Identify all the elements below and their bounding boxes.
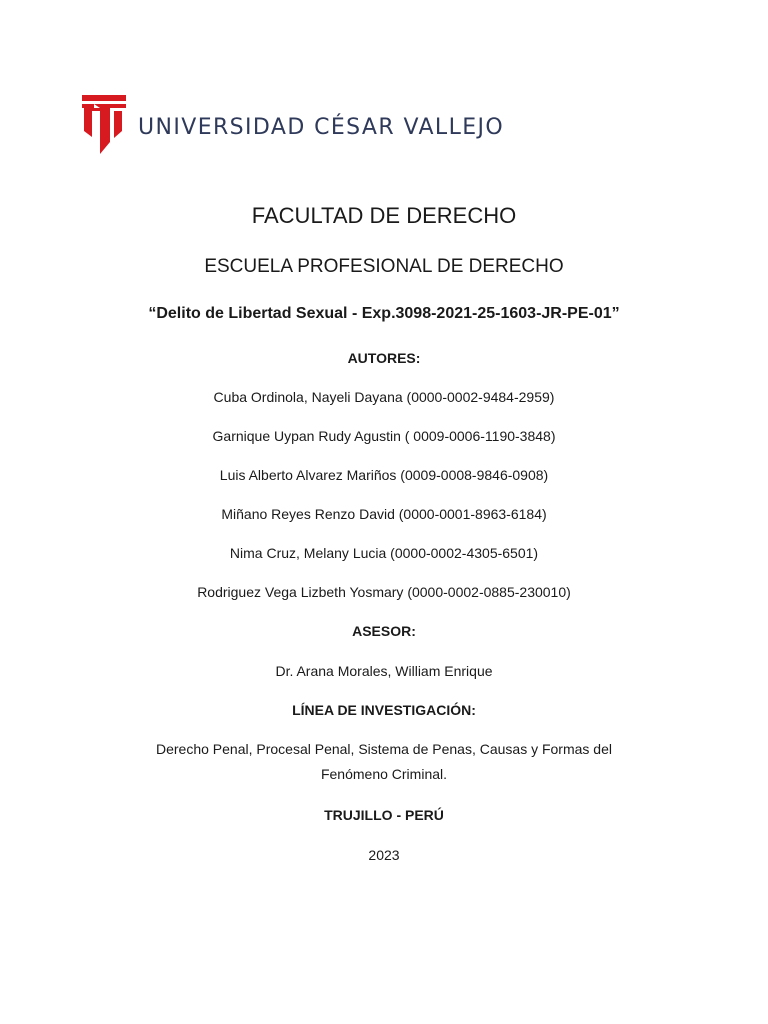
location: TRUJILLO - PERÚ (324, 807, 444, 823)
research-line-heading: LÍNEA DE INVESTIGACIÓN: (292, 702, 476, 718)
advisor-name: Dr. Arana Morales, William Enrique (275, 663, 493, 679)
author-item: Cuba Ordinola, Nayeli Dayana (0000-0002-9484-2959) (213, 389, 555, 405)
authors-heading: AUTORES: (347, 350, 421, 366)
faculty-title: FACULTAD DE DERECHO (251, 203, 517, 228)
author-item: Garnique Uypan Rudy Agustin ( 0009-0006-1190-3848) (212, 428, 556, 444)
advisor-heading: ASESOR: (352, 623, 416, 639)
thesis-title: “Delito de Libertad Sexual - Exp.3098-2021-25-1603-JR-PE-01” (148, 305, 620, 322)
author-item: Miñano Reyes Renzo David (0000-0001-8963-6184) (221, 506, 547, 522)
university-shield-logo-icon (80, 95, 128, 155)
university-name: UNIVERSIDAD CÉSAR VALLEJO (138, 114, 505, 140)
author-item: Rodriguez Vega Lizbeth Yosmary (0000-0002-0885-230010) (197, 584, 571, 600)
year: 2023 (368, 847, 400, 863)
school-title: ESCUELA PROFESIONAL DE DERECHO (204, 256, 564, 277)
author-item: Luis Alberto Alvarez Mariños (0009-0008-9846-0908) (219, 467, 549, 483)
research-line-text: Derecho Penal, Procesal Penal, Sistema de Penas, Causas y Formas del (155, 741, 612, 757)
research-line-text-continued: Fenómeno Criminal. (320, 766, 448, 782)
university-logo (80, 95, 504, 155)
author-item: Nima Cruz, Melany Lucia (0000-0002-4305-6501) (229, 545, 539, 561)
